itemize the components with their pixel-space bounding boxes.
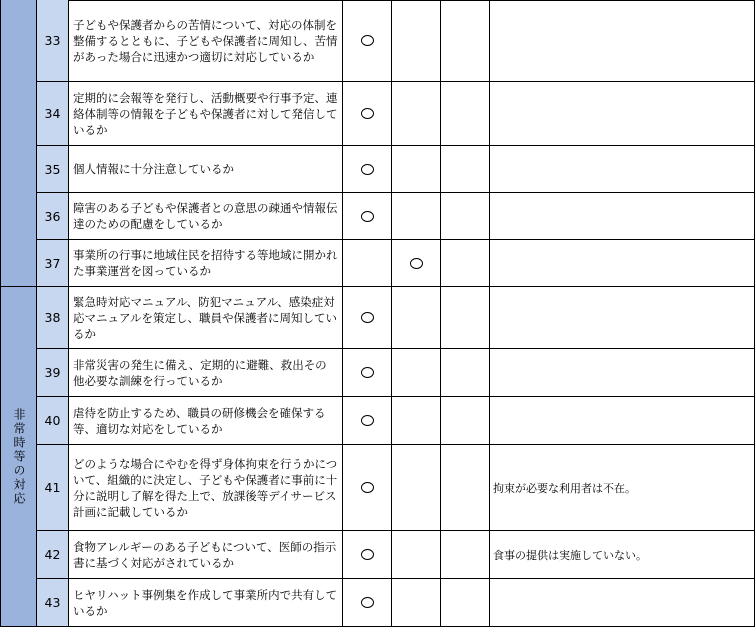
answer-cell xyxy=(343,349,392,397)
item-text: 緊急時対応マニュアル、防犯マニュアル、感染症対応マニュアルを策定し、職員や保護者に周知しているか xyxy=(73,294,338,341)
remarks-cell xyxy=(490,193,755,240)
item-number-cell xyxy=(37,349,69,397)
remarks-cell xyxy=(490,349,755,397)
item-text-cell xyxy=(69,349,343,397)
item-text: 個人情報に十分注意しているか xyxy=(73,162,234,176)
answer-cell xyxy=(441,397,490,445)
item-text-cell xyxy=(69,531,343,579)
answer-cell xyxy=(441,82,490,146)
item-number-cell xyxy=(37,240,69,287)
remarks-text: 拘束が必要な利用者は不在。 xyxy=(493,481,636,495)
item-number-cell xyxy=(37,82,69,146)
answer-cell xyxy=(441,0,490,82)
item-number: 42 xyxy=(44,547,61,562)
section-label: 非常時等の対応 xyxy=(12,407,26,506)
item-number-cell xyxy=(37,0,69,82)
answer-cell xyxy=(392,531,441,579)
answer-cell xyxy=(343,531,392,579)
item-number-cell xyxy=(37,445,69,531)
section-cell xyxy=(0,0,37,287)
item-number: 34 xyxy=(44,106,61,121)
item-number: 43 xyxy=(44,595,61,610)
circle-mark-icon xyxy=(361,367,374,378)
answer-cell xyxy=(441,349,490,397)
answer-cell xyxy=(441,579,490,627)
item-text: 定期的に会報等を発行し、活動概要や行事予定、連絡体制等の情報を子どもや保護者に対して発信しているか xyxy=(73,90,338,137)
item-number-cell xyxy=(37,287,69,349)
item-number-cell xyxy=(37,397,69,445)
answer-cell xyxy=(343,193,392,240)
answer-cell xyxy=(343,579,392,627)
answer-cell xyxy=(343,287,392,349)
item-number-cell xyxy=(37,146,69,193)
item-text: 障害のある子どもや保護者との意思の疎通や情報伝達のための配慮をしているか xyxy=(73,201,338,231)
answer-cell xyxy=(441,193,490,240)
item-number: 41 xyxy=(44,480,61,495)
circle-mark-icon xyxy=(361,312,374,323)
remarks-cell xyxy=(490,445,755,531)
circle-mark-icon xyxy=(361,549,374,560)
answer-cell xyxy=(343,397,392,445)
answer-cell xyxy=(392,146,441,193)
item-text-cell xyxy=(69,193,343,240)
section-cell xyxy=(0,287,37,627)
answer-cell xyxy=(392,240,441,287)
answer-cell xyxy=(392,349,441,397)
remarks-cell xyxy=(490,0,755,82)
item-text: どのような場合にやむを得ず身体拘束を行うかについて、組織的に決定し、子どもや保護者に事前に十分に説明し了解を得た上で、放課後等デイサービス計画に記載しているか xyxy=(73,456,338,519)
answer-cell xyxy=(392,0,441,82)
item-number: 38 xyxy=(44,310,61,325)
answer-cell xyxy=(441,531,490,579)
item-text-cell xyxy=(69,146,343,193)
item-number: 33 xyxy=(44,33,61,48)
remarks-cell xyxy=(490,146,755,193)
item-number-cell xyxy=(37,193,69,240)
item-text: 虐待を防止するため、職員の研修機会を確保する等、適切な対応をしているか xyxy=(73,405,326,436)
answer-cell xyxy=(343,240,392,287)
remarks-text: 食事の提供は実施していない。 xyxy=(493,548,647,562)
item-number: 39 xyxy=(44,365,61,380)
item-number: 37 xyxy=(44,255,61,271)
item-text-cell xyxy=(69,82,343,146)
circle-mark-icon xyxy=(361,597,374,608)
answer-cell xyxy=(392,193,441,240)
answer-cell xyxy=(392,445,441,531)
circle-mark-icon xyxy=(361,35,374,46)
answer-cell xyxy=(441,146,490,193)
answer-cell xyxy=(392,397,441,445)
circle-mark-icon xyxy=(361,211,374,222)
item-number-cell xyxy=(37,579,69,627)
answer-cell xyxy=(441,445,490,531)
item-text-cell xyxy=(69,287,343,349)
circle-mark-icon xyxy=(361,482,374,493)
remarks-cell xyxy=(490,82,755,146)
item-text: 事業所の行事に地域住民を招待する等地域に開かれた事業運営を図っているか xyxy=(73,248,338,278)
item-text: 非常災害の発生に備え、定期的に避難、救出その他必要な訓練を行っているか xyxy=(73,357,327,388)
item-number-cell xyxy=(37,531,69,579)
remarks-cell xyxy=(490,240,755,287)
item-text-cell xyxy=(69,240,343,287)
answer-cell xyxy=(441,287,490,349)
item-number: 36 xyxy=(44,208,61,224)
item-text: ヒヤリハット事例集を作成して事業所内で共有しているか xyxy=(73,587,338,618)
item-text: 食物アレルギーのある子どもについて、医師の指示書に基づく対応がされているか xyxy=(73,539,337,570)
remarks-cell xyxy=(490,531,755,579)
item-text-cell xyxy=(69,579,343,627)
answer-cell xyxy=(392,287,441,349)
item-number: 35 xyxy=(44,161,61,177)
circle-mark-icon xyxy=(410,258,423,269)
answer-cell xyxy=(441,240,490,287)
item-text: 子どもや保護者からの苦情について、対応の体制を整備するとともに、子どもや保護者に周知し、苦情があった場合に迅速かつ適切に対応しているか xyxy=(73,17,338,64)
answer-cell xyxy=(343,445,392,531)
answer-cell xyxy=(392,82,441,146)
circle-mark-icon xyxy=(361,108,374,119)
item-text-cell xyxy=(69,0,343,82)
circle-mark-icon xyxy=(361,415,374,426)
answer-cell xyxy=(392,579,441,627)
item-number: 40 xyxy=(44,413,61,428)
item-text-cell xyxy=(69,397,343,445)
answer-cell xyxy=(343,82,392,146)
remarks-cell xyxy=(490,579,755,627)
item-text-cell xyxy=(69,445,343,531)
answer-cell xyxy=(343,0,392,82)
answer-cell xyxy=(343,146,392,193)
remarks-cell xyxy=(490,287,755,349)
remarks-cell xyxy=(490,397,755,445)
circle-mark-icon xyxy=(361,164,374,175)
